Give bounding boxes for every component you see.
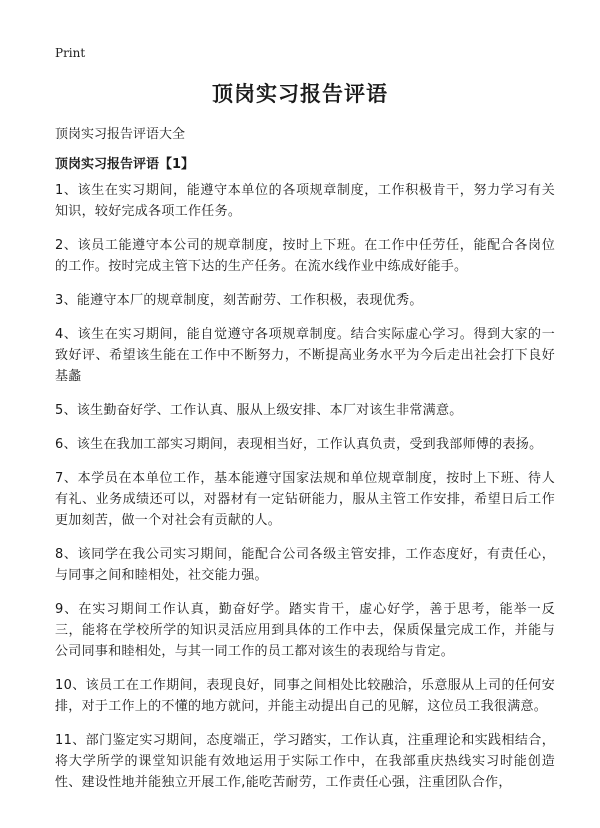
comment-item: 11、部门鉴定实习期间，态度端正，学习踏实，工作认真，注重理论和实践相结合，将大学所学的课堂知识能有效地运用于实际工作中，在我部重庆热线实习时能创造性、建设性地并能独立开展工作,能吃苦耐劳，工作责任心强，注重团队合作， (55, 733, 555, 790)
section-heading: 顶岗实习报告评语【1】 (55, 157, 195, 172)
comment-item: 1、该生在实习期间，能遵守本单位的各项规章制度，工作积极肯干，努力学习有关知识，较好完成各项工作任务。 (55, 183, 555, 219)
comment-item: 2、该员工能遵守本公司的规章制度，按时上下班。在工作中任劳任，能配合各岗位的工作。按时完成主管下达的生产任务。在流水线作业中练成好能手。 (55, 238, 555, 274)
comment-item: 4、该生在实习期间，能自觉遵守各项规章制度。结合实际虚心学习。得到大家的一致好评、希望该生能在工作中不断努力，不断提高业务水平为今后走出社会打下良好基蠡 (55, 327, 555, 384)
comment-item: 7、本学员在本单位工作，基本能遵守国家法规和单位规章制度，按时上下班、待人有礼、业务成绩还可以，对器材有一定钻研能力，服从主管工作安排，希望日后工作更加刻苦，做一个对社会有贡献的人。 (55, 471, 555, 528)
comment-item: 9、在实习期间工作认真，勤奋好学。踏实肯干，虚心好学，善于思考，能举一反三，能将在学校所学的知识灵活应用到具体的工作中去，保质保量完成工作，并能与公司同事和睦相处，与其一同工作的员工都对该生的表现给与肯定。 (55, 602, 555, 659)
comment-item: 6、该生在我加工部实习期间，表现相当好，工作认真负责，受到我部师傅的表扬。 (55, 437, 543, 452)
comment-list (55, 180, 555, 806)
comment-item: 3、能遵守本厂的规章制度，刻苦耐劳、工作积极，表现优秀。 (55, 293, 423, 308)
comment-item: 8、该同学在我公司实习期间，能配合公司各级主管安排，工作态度好，有责任心，与同事之间和睦相处，社交能力强。 (55, 547, 555, 583)
print-link[interactable]: Print (55, 46, 86, 60)
document-subtitle: 顶岗实习报告评语大全 (55, 127, 186, 142)
comment-item: 10、该员工在工作期间，表现良好，同事之间相处比较融洽，乐意服从上司的任何安排，对于工作上的不懂的地方就问，并能主动提出自己的见解，这位员工我很满意。 (55, 678, 555, 714)
page-title: 顶岗实习报告评语 (212, 82, 388, 106)
comment-item: 5、该生勤奋好学、工作认真、服从上级安排、本厂对该生非常满意。 (55, 403, 463, 418)
